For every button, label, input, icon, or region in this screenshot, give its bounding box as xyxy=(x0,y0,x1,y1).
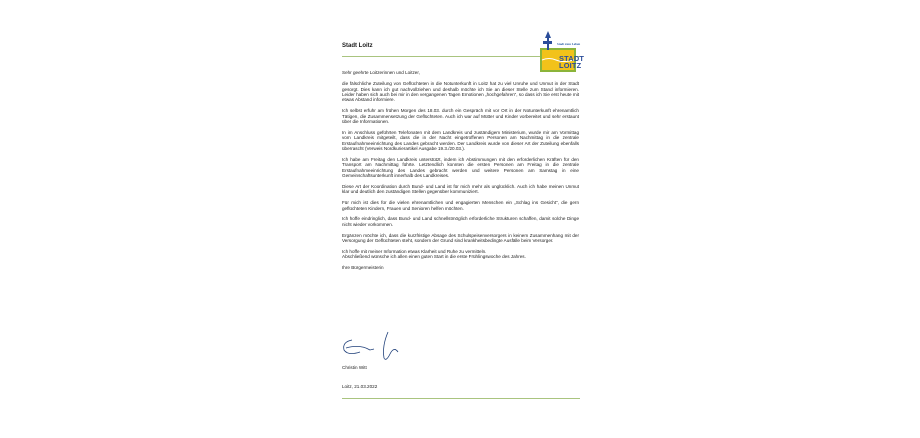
logo-tower-icon xyxy=(545,31,551,50)
logo-stadt-text: STADT xyxy=(559,54,585,63)
paragraph-9: Ich hoffe mit meiner Information etwas Klarheit und Ruhe zu vermitteln. Abschließend wünsche ich allen einen guten Start in die erste Frühlingswoche des Jahres. xyxy=(342,249,526,260)
paragraph-5: Diese Art der Koordination durch Bund- und Land ist für mich mehr als unglücklich. Auch ich habe meinen Unmut klar und deutlich den zuständigen Stellen gegenüber kommuniziert. xyxy=(342,183,579,195)
paragraph-2: Ich selbst erfuhr am frühen Morgen des 18.03. durch ein Gespräch mit vor Ort in der Notunterkunft ehrenamtlich Tätigen, die Zusammensetzung der Geflüchteten. Auch ich war auf Mütter und Kinder vorbereitet und sehr erstaunt über die Informationen. xyxy=(342,108,579,124)
paragraph-1: die fälschliche Zuteilung von Geflüchteten in die Notunterkunft in Loitz hat zu viel Unruhe und Unmut in der Stadt gesorgt. Dies kann ich gut nachvollziehen und deshalb möchte ich Sie an dieser Stelle zum Stand informieren. Leider haben sich auch bei mir in den vergangenen Tagen Emotionen „hochgefahren“, so dass ich Sie erst heute mit etwas Abstand informiere. xyxy=(342,81,579,103)
closing: Ihre Bürgermeisterin xyxy=(342,265,384,271)
salutation: Sehr geehrte Loitzerinnen und Loitzer, xyxy=(342,70,420,75)
logo-roof-icon xyxy=(543,41,552,44)
handwritten-signature xyxy=(340,330,420,364)
letter-date: Loitz, 21.03.2022 xyxy=(342,384,378,389)
paragraph-6: Für mich ist dies für die vielen ehrenamtlichen und engagierten Menschen ein „Schlag ins Gesicht“, die gern geflüchteten Kindern, Frauen und Senioren helfen möchten. xyxy=(342,200,579,211)
logo-tagline: Stadt zum Leben xyxy=(557,42,581,46)
paragraph-7: Ich hoffe eindringlich, dass Bund- und Land schnellstmöglich erforderliche Strukturen schaffen, damit solche Dinge nicht wieder vorkommen. xyxy=(342,216,579,227)
organization-name: Stadt Loitz xyxy=(342,43,373,49)
logo-loitz-text: LOITZ xyxy=(559,61,582,70)
paragraph-4: Ich habe am Freitag den Landkreis unterstützt, indem ich Abstimmungen mit den erforderlichen Kräften für den Transport am Nachmittag führte. Letztendlich konnten die ersten Personen am Freitag in die zentrale Erstaufnahmeeinrichtung des Landes gebracht werden und weitere Personen am Samstag in eine Gemeinschaftsunterkunft innerhalb des Landkreises. xyxy=(342,156,579,178)
paragraph-8: Ergänzen möchte ich, dass die kurzfristige Absage des Schulspeisenversorgers in keinem Zusammenhang mit der Versorgung der Geflüchteten steht, sondern der Grund sind krankheitsbedingte Ausfälle beim Versorger. xyxy=(342,232,579,244)
signer-name: Christin Witt xyxy=(342,365,367,370)
paragraph-3: In im Anschluss geführten Telefonaten mit dem Landkreis und zuständigem Ministerium, wurde mir am Vormittag vom Landkreis mitgeteilt, dass die in der Nacht eingetroffenen Personen am Nachmittag in die zentrale Erstaufnahmeeinrichtung des Landes gebracht werden. Der Landkreis wurde von dieser Art der Zuteilung ebenfalls überrascht (Verweis Nordkurierartikel Ausgabe 19.3./20.03.). xyxy=(342,129,579,151)
letter-body xyxy=(342,70,579,276)
footer-divider xyxy=(342,398,580,399)
